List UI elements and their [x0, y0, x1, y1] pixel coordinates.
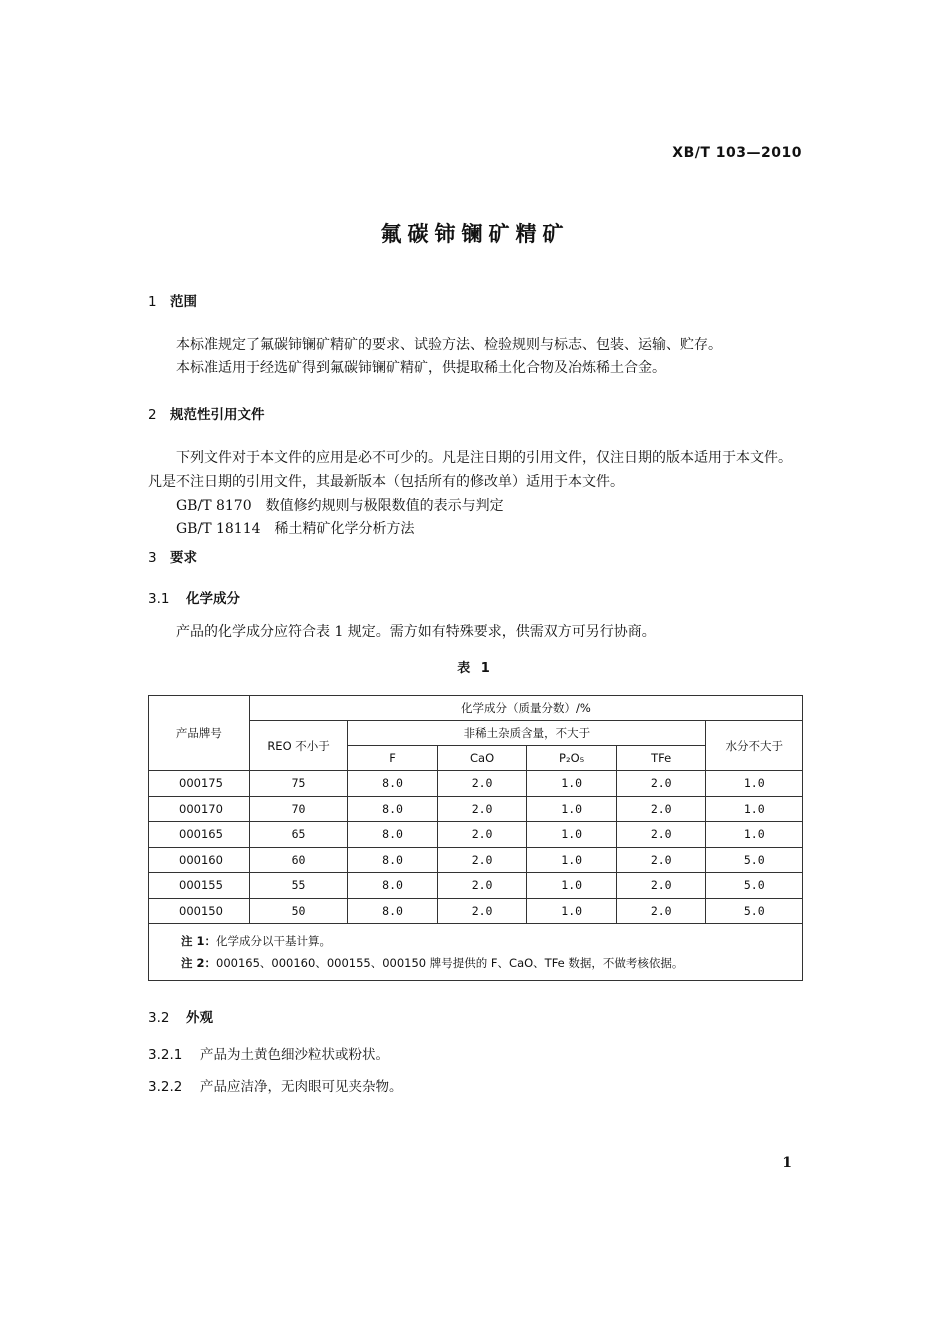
section-2-paragraph: 下列文件对于本文件的应用是必不可少的。凡是注日期的引用文件，仅注日期的版本适用于本文件。凡是不注日期的引用文件，其最新版本（包括所有的修改单）适用于本文件。: [148, 450, 792, 490]
reference-title: 稀土精矿化学分析方法: [274, 521, 415, 537]
reference-item: [176, 495, 504, 515]
section-3-1-paragraph: 产品的化学成分应符合表 1 规定。需方如有特殊要求，供需双方可另行协商。: [176, 624, 656, 640]
section-3-2-heading: [148, 1006, 213, 1026]
table-row: [149, 771, 803, 797]
cell-moisture: 5.0: [706, 873, 803, 899]
section-number: 2: [148, 407, 157, 423]
cell-f: 8.0: [348, 847, 438, 873]
standard-code: XB/T 103—2010: [672, 145, 802, 161]
cell-tfe: 2.0: [616, 796, 706, 822]
section-title: 要求: [170, 550, 197, 566]
cell-p2o5: 1.0: [527, 822, 617, 848]
reference-code: GB/T 8170: [176, 498, 252, 514]
cell-f: 8.0: [348, 771, 438, 797]
header-cao: CaO: [437, 746, 527, 771]
cell-cao: 2.0: [437, 847, 527, 873]
table-caption: 表 1: [457, 661, 493, 676]
cell-moisture: 5.0: [706, 898, 803, 924]
cell-moisture: 1.0: [706, 796, 803, 822]
cell-reo: 55: [249, 873, 347, 899]
cell-tfe: 2.0: [616, 873, 706, 899]
table-note: [181, 952, 802, 974]
section-1-paragraph-1: 本标准规定了氟碳铈镧矿精矿的要求、试验方法、检验规则与标志、包装、运输、贮存。: [176, 337, 722, 353]
header-f: F: [348, 746, 438, 771]
cell-f: 8.0: [348, 822, 438, 848]
section-number: 3.2.2: [148, 1079, 183, 1095]
cell-cao: 2.0: [437, 771, 527, 797]
table-row: [149, 847, 803, 873]
header-reo: REO 不小于: [249, 721, 347, 771]
cell-p2o5: 1.0: [527, 796, 617, 822]
section-1-heading: [148, 290, 197, 310]
header-p2o5: P₂O₅: [527, 746, 617, 771]
cell-p2o5: 1.0: [527, 873, 617, 899]
table-notes: [149, 924, 803, 981]
chemical-composition-table: [148, 695, 803, 981]
section-number: 3.1: [148, 591, 170, 607]
reference-title: 数值修约规则与极限数值的表示与判定: [265, 498, 504, 514]
section-text: 产品为土黄色细沙粒状或粉状。: [200, 1047, 389, 1063]
page-number: 1: [782, 1155, 792, 1171]
cell-moisture: 1.0: [706, 771, 803, 797]
section-2-heading: [148, 403, 265, 423]
header-tfe: TFe: [616, 746, 706, 771]
cell-moisture: 1.0: [706, 822, 803, 848]
cell-tfe: 2.0: [616, 822, 706, 848]
section-3-heading: [148, 546, 197, 566]
note-label: 注 1：: [181, 934, 217, 948]
cell-grade: 000160: [149, 847, 250, 873]
cell-p2o5: 1.0: [527, 771, 617, 797]
note-text: 化学成分以干基计算。: [216, 934, 332, 948]
cell-reo: 65: [249, 822, 347, 848]
table-note: [181, 930, 802, 952]
table-row: [149, 822, 803, 848]
section-title: 规范性引用文件: [170, 407, 265, 423]
cell-reo: 60: [249, 847, 347, 873]
section-number: 3: [148, 550, 157, 566]
section-text: 产品应洁净，无肉眼可见夹杂物。: [200, 1079, 403, 1095]
cell-grade: 000150: [149, 898, 250, 924]
note-text: 000165、000160、000155、000150 牌号提供的 F、CaO、TFe 数据，不做考核依据。: [216, 956, 684, 970]
section-number: 3.2.1: [148, 1047, 183, 1063]
cell-p2o5: 1.0: [527, 847, 617, 873]
cell-f: 8.0: [348, 898, 438, 924]
cell-tfe: 2.0: [616, 771, 706, 797]
section-number: 3.2: [148, 1010, 170, 1026]
cell-cao: 2.0: [437, 898, 527, 924]
cell-moisture: 5.0: [706, 847, 803, 873]
section-title: 范围: [170, 294, 197, 310]
section-title: 外观: [186, 1010, 213, 1026]
section-title: 化学成分: [186, 591, 240, 607]
cell-f: 8.0: [348, 873, 438, 899]
section-3-2-2: [148, 1075, 403, 1095]
cell-tfe: 2.0: [616, 898, 706, 924]
cell-cao: 2.0: [437, 822, 527, 848]
cell-reo: 75: [249, 771, 347, 797]
header-moisture: 水分不大于: [706, 721, 803, 771]
reference-item: [176, 518, 415, 538]
table-row: [149, 873, 803, 899]
cell-tfe: 2.0: [616, 847, 706, 873]
section-3-1-heading: [148, 587, 240, 607]
note-label: 注 2：: [181, 956, 217, 970]
cell-grade: 000175: [149, 771, 250, 797]
cell-cao: 2.0: [437, 796, 527, 822]
table-row: [149, 898, 803, 924]
cell-reo: 70: [249, 796, 347, 822]
header-chemical-composition: 化学成分（质量分数）/%: [249, 696, 802, 721]
section-number: 1: [148, 294, 157, 310]
section-3-2-1: [148, 1043, 389, 1063]
cell-grade: 000165: [149, 822, 250, 848]
document-title: 氟碳铈镧矿精矿: [380, 222, 570, 246]
section-1-paragraph-2: 本标准适用于经选矿得到氟碳铈镧矿精矿，供提取稀土化合物及冶炼稀土合金。: [176, 360, 666, 376]
cell-cao: 2.0: [437, 873, 527, 899]
cell-grade: 000155: [149, 873, 250, 899]
header-grade: 产品牌号: [149, 696, 250, 771]
cell-f: 8.0: [348, 796, 438, 822]
reference-code: GB/T 18114: [176, 521, 261, 537]
cell-grade: 000170: [149, 796, 250, 822]
cell-reo: 50: [249, 898, 347, 924]
header-impurity: 非稀土杂质含量，不大于: [348, 721, 706, 746]
cell-p2o5: 1.0: [527, 898, 617, 924]
table-row: [149, 796, 803, 822]
